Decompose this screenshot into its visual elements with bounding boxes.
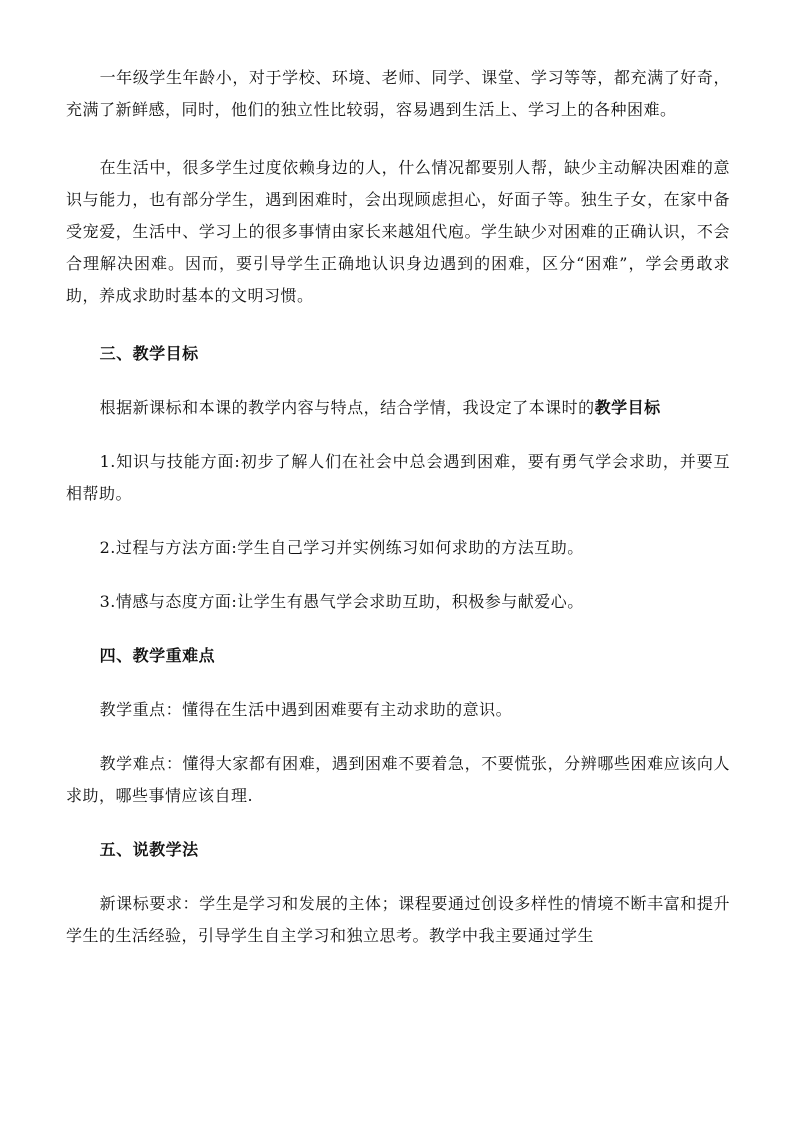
paragraph-key-point: 教学重点：懂得在生活中遇到困难要有主动求助的意识。 [99, 700, 513, 719]
paragraph-student-age: 一年级学生年龄小，对于学校、环境、老师、同学、课堂、学习等等，都充满了好奇，充满了新鲜感，同时，他们的独立性比较弱，容易遇到生活上、学习上的各种困难。 [66, 68, 730, 119]
goal-list [66, 446, 730, 618]
goals-intro-text: 根据新课标和本课的教学内容与特点，结合学情，我设定了本课时的 [99, 398, 595, 417]
heading-key-difficult: 四、教学重难点 [99, 646, 216, 665]
goal-emotion: 3.情感与态度方面:让学生有愚气学会求助互助，积极参与献爱心。 [99, 592, 584, 611]
paragraph-method: 新课标要求：学生是学习和发展的主体；课程要通过创设多样性的情境不断丰富和提升学生的生活经验，引导学生自主学习和独立思考。教学中我主要通过学生 [66, 894, 730, 945]
goal-process: 2.过程与方法方面:学生自己学习并实例练习如何求助的方法互助。 [99, 538, 584, 557]
goals-intro-bold: 教学目标 [594, 398, 661, 417]
paragraph-student-dependence: 在生活中，很多学生过度依赖身边的人，什么情况都要别人帮，缺少主动解决困难的意识与能力，也有部分学生，遇到困难时，会出现顾虑担心，好面子等。独生子女，在家中备受宠爱，生活中、学习上的很多事情由家长来越俎代庖。学生缺少对困难的正确认识，不会合理解决困难。因而，要引导学生正确地认识身边遇到的困难，区分“困难”，学会勇敢求助，养成求助时基本的文明习惯。 [66, 158, 730, 305]
heading-teaching-goals: 三、教学目标 [99, 344, 199, 363]
goal-knowledge: 1.知识与技能方面:初步了解人们在社会中总会遇到困难，要有勇气学会求助，并要互相帮助。 [66, 452, 730, 503]
paragraph-difficult-point: 教学难点：懂得大家都有困难，遇到困难不要着急，不要慌张，分辨哪些困难应该向人求助，哪些事情应该自理. [66, 754, 730, 805]
heading-teaching-method: 五、说教学法 [99, 840, 199, 859]
paragraph-goals-intro [66, 392, 730, 424]
